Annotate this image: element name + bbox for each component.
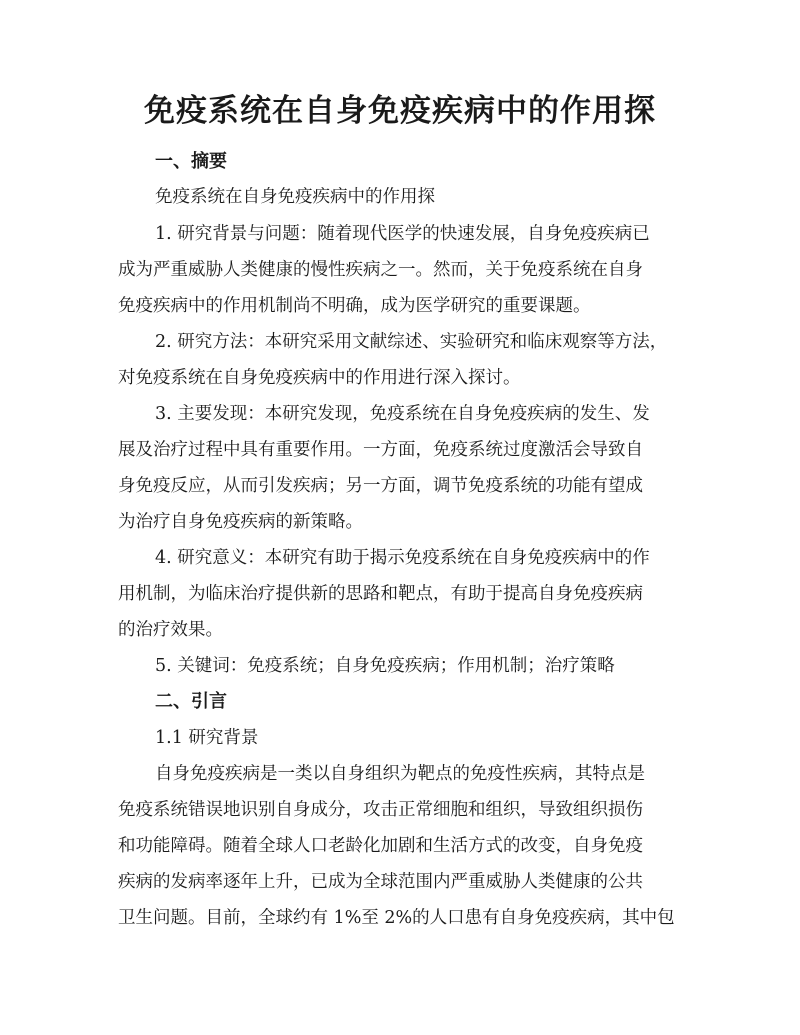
abstract-p2-line: 对免疫系统在自身免疫疾病中的作用进行深入探讨。 — [118, 368, 521, 388]
page-title: 免疫系统在自身免疫疾病中的作用探 — [144, 93, 656, 129]
abstract-p4-line: 的治疗效果。 — [118, 620, 223, 640]
abstract-p1-line: 成为严重威胁人类健康的慢性疾病之一。然而，关于免疫系统在自身 — [118, 260, 643, 280]
intro-p1-line: 和功能障碍。随着全球人口老龄化加剧和生活方式的改变，自身免疫 — [118, 836, 643, 856]
section-heading-abstract: 一、摘要 — [155, 151, 227, 172]
abstract-p1-line: 免疫疾病中的作用机制尚不明确，成为医学研究的重要课题。 — [118, 296, 591, 316]
abstract-p3-line: 身免疫反应，从而引发疾病；另一方面，调节免疫系统的功能有望成 — [118, 476, 643, 496]
intro-p1-line: 自身免疫疾病是一类以自身组织为靶点的免疫性疾病，其特点是 — [155, 764, 645, 784]
abstract-p3-line: 为治疗自身免疫疾病的新策略。 — [118, 512, 363, 532]
section-heading-intro: 二、引言 — [155, 691, 227, 712]
abstract-p1-line: 1. 研究背景与问题：随着现代医学的快速发展，自身免疫疾病已 — [155, 224, 650, 244]
abstract-p4-line: 用机制，为临床治疗提供新的思路和靶点，有助于提高自身免疫疾病 — [118, 584, 643, 604]
abstract-p4-line: 4. 研究意义：本研究有助于揭示免疫系统在自身免疫疾病中的作 — [155, 548, 650, 568]
intro-p1-line: 免疫系统错误地识别自身成分，攻击正常细胞和组织，导致组织损伤 — [118, 800, 643, 820]
intro-p1-line: 疾病的发病率逐年上升，已成为全球范围内严重威胁人类健康的公共 — [118, 872, 643, 892]
abstract-p3-line: 3. 主要发现：本研究发现，免疫系统在自身免疫疾病的发生、发 — [155, 404, 650, 424]
abstract-subtitle: 免疫系统在自身免疫疾病中的作用探 — [155, 187, 435, 207]
intro-subheading: 1.1 研究背景 — [155, 728, 259, 748]
abstract-keywords: 5. 关键词：免疫系统；自身免疫疾病；作用机制；治疗策略 — [155, 656, 615, 676]
abstract-p3-line: 展及治疗过程中具有重要作用。一方面，免疫系统过度激活会导致自 — [118, 440, 643, 460]
abstract-p2-line: 2. 研究方法：本研究采用文献综述、实验研究和临床观察等方法， — [155, 332, 668, 352]
intro-p1-line: 卫生问题。目前，全球约有 1%至 2%的人口患有自身免疫疾病，其中包 — [118, 908, 675, 928]
